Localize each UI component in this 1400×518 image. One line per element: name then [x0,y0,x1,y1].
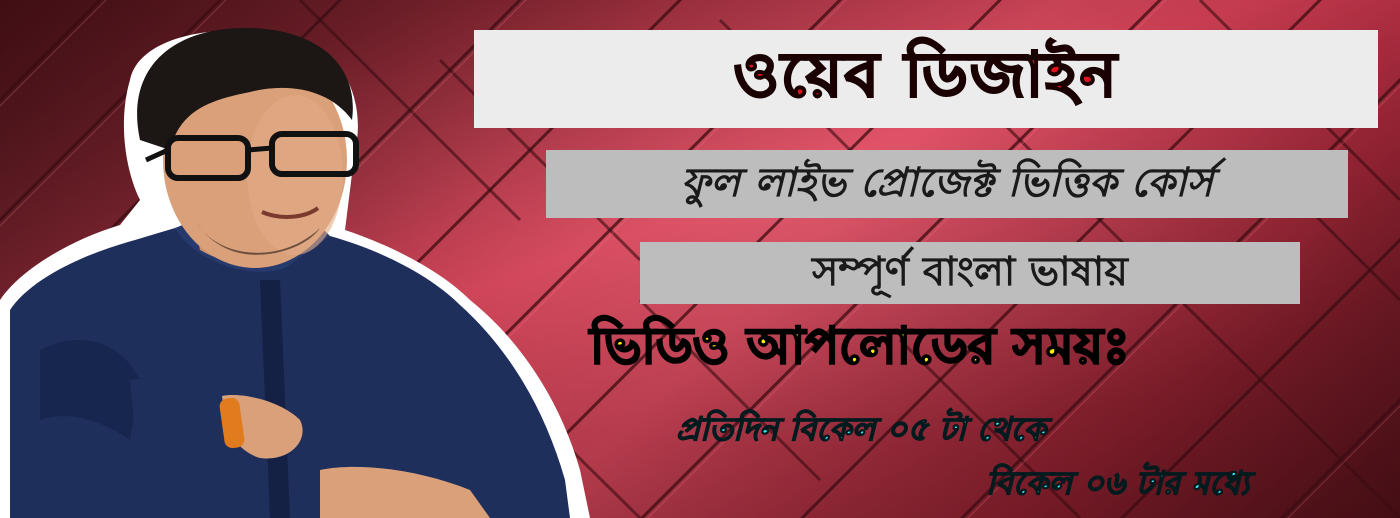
title-box [474,30,1378,128]
course-title: ওয়েব ডিজাইন [733,37,1119,111]
upload-time-start: প্রতিদিন বিকেল ০৫ টা থেকে [676,410,1046,448]
course-subtitle: ফুল লাইভ প্রোজেক্ট ভিত্তিক কোর্স [681,159,1213,206]
language-note: সম্পূর্ণ বাংলা ভাষায় [812,248,1128,295]
subtitle-box [546,150,1348,218]
upload-time-end: বিকেল ০৬ টার মধ্যে [986,464,1250,502]
upload-heading: ভিডিও আপলোডের সময়ঃ [590,316,1130,375]
language-box [640,242,1300,304]
